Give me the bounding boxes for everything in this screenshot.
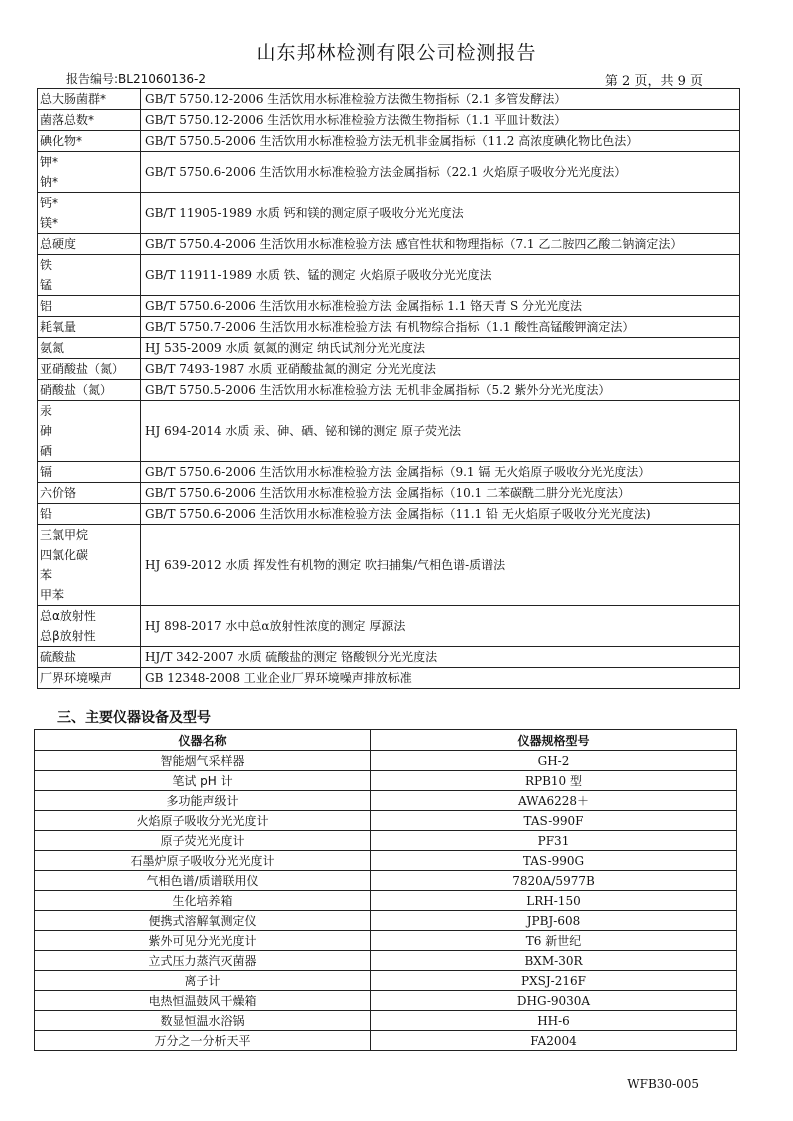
equipment-row [35,771,737,791]
equipment-name-header: 仪器名称 [35,730,371,751]
equipment-row [35,1011,737,1031]
method-row [38,131,740,152]
test-item-cell [38,338,141,359]
method-cell: GB/T 5750.6-2006 生活饮用水标准检验方法 金属指标（10.1 二苯碳酰二肼分光光度法） [141,483,740,504]
method-cell: GB/T 5750.12-2006 生活饮用水标准检验方法微生物指标（1.1 平皿计数法） [141,110,740,131]
equipment-name: 万分之一分析天平 [35,1031,371,1051]
equipment-name: 数显恒温水浴锅 [35,1011,371,1031]
test-item-label: 碘化物* [40,134,83,148]
method-row [38,234,740,255]
test-item-label: 氨氮 [40,341,65,355]
test-item-label: 锰 [40,278,53,292]
method-row [38,647,740,668]
test-item-label: 总α放射性 [40,609,96,623]
equipment-header-row [35,730,737,751]
test-item-label: 六价铬 [40,486,77,500]
equipment-row [35,891,737,911]
equipment-name: 生化培养箱 [35,891,371,911]
test-item-label: 硝酸盐（氮） [40,383,113,397]
test-item-cell [38,606,141,647]
method-row [38,462,740,483]
method-cell: GB/T 5750.12-2006 生活饮用水标准检验方法微生物指标（2.1 多管发酵法） [141,89,740,110]
equipment-row [35,1031,737,1051]
test-item-label: 总大肠菌群* [40,92,107,106]
equipment-row [35,751,737,771]
method-cell: HJ 535-2009 水质 氨氮的测定 纳氏试剂分光光度法 [141,338,740,359]
method-row [38,606,740,647]
form-code: WFB30-005 [627,1077,699,1091]
test-item-label: 镁* [40,216,59,230]
equipment-name: 多功能声级计 [35,791,371,811]
equipment-model: HH-6 [371,1011,737,1031]
equipment-row [35,911,737,931]
report-title: 山东邦林检测有限公司检测报告 [256,42,537,64]
equipment-model-header: 仪器规格型号 [371,730,737,751]
method-row [38,483,740,504]
equipment-model: DHG-9030A [371,991,737,1011]
equipment-name: 便携式溶解氧测定仪 [35,911,371,931]
test-item-label: 总β放射性 [40,629,96,643]
test-item-label: 总硬度 [40,237,77,251]
test-item-label: 钠* [40,175,59,189]
test-item-label: 三氯甲烷 [40,528,89,542]
test-item-cell [38,152,141,193]
test-item-cell [38,401,141,462]
test-item-label: 铁 [40,258,53,272]
method-row [38,193,740,234]
test-item-cell [38,89,141,110]
equipment-model: RPB10 型 [371,771,737,791]
equipment-name: 电热恒温鼓风干燥箱 [35,991,371,1011]
method-cell: GB 12348-2008 工业企业厂界环境噪声排放标准 [141,668,740,689]
equipment-name: 笔试 pH 计 [35,771,371,791]
equipment-name: 火焰原子吸收分光光度计 [35,811,371,831]
method-row [38,525,740,606]
equipment-model: LRH-150 [371,891,737,911]
test-item-label: 钙* [40,196,59,210]
equipment-name: 石墨炉原子吸收分光光度计 [35,851,371,871]
method-cell: HJ 694-2014 水质 汞、砷、硒、铋和锑的测定 原子荧光法 [141,401,740,462]
method-row [38,359,740,380]
method-cell: GB/T 11905-1989 水质 钙和镁的测定原子吸收分光光度法 [141,193,740,234]
test-item-label: 苯 [40,568,53,582]
equipment-row [35,851,737,871]
equipment-model: 7820A/5977B [371,871,737,891]
method-row [38,255,740,296]
test-item-label: 厂界环境噪声 [40,671,113,685]
test-item-label: 亚硝酸盐（氮） [40,362,125,376]
method-row [38,152,740,193]
test-item-cell [38,504,141,525]
test-item-label: 镉 [40,465,53,479]
equipment-row [35,871,737,891]
equipment-name: 立式压力蒸汽灭菌器 [35,951,371,971]
test-item-cell [38,296,141,317]
equipment-row [35,791,737,811]
test-item-cell [38,234,141,255]
test-item-cell [38,380,141,401]
test-item-label: 硫酸盐 [40,650,77,664]
method-row [38,380,740,401]
equipment-name: 气相色谱/质谱联用仪 [35,871,371,891]
method-cell: HJ 639-2012 水质 挥发性有机物的测定 吹扫捕集/气相色谱-质谱法 [141,525,740,606]
equipment-model: TAS-990G [371,851,737,871]
test-item-label: 硒 [40,444,53,458]
method-row [38,401,740,462]
method-cell: GB/T 5750.5-2006 生活饮用水标准检验方法 无机非金属指标（5.2 紫外分光光度法） [141,380,740,401]
method-row [38,89,740,110]
equipment-name: 紫外可见分光光度计 [35,931,371,951]
test-item-cell [38,193,141,234]
equipment-name: 原子荧光光度计 [35,831,371,851]
method-row [38,110,740,131]
test-item-label: 菌落总数* [40,113,95,127]
method-cell: GB/T 5750.4-2006 生活饮用水标准检验方法 感官性状和物理指标（7.1 乙二胺四乙酸二钠滴定法） [141,234,740,255]
equipment-model: FA2004 [371,1031,737,1051]
method-cell: GB/T 5750.6-2006 生活饮用水标准检验方法 金属指标 1.1 铬天青 S 分光光度法 [141,296,740,317]
method-cell: GB/T 5750.7-2006 生活饮用水标准检验方法 有机物综合指标（1.1 酸性高锰酸钾滴定法） [141,317,740,338]
equipment-model: PF31 [371,831,737,851]
test-item-label: 汞 [40,404,53,418]
test-item-label: 砷 [40,424,53,438]
equipment-name: 智能烟气采样器 [35,751,371,771]
equipment-model: TAS-990F [371,811,737,831]
method-row [38,338,740,359]
method-row [38,317,740,338]
equipment-model: PXSJ-216F [371,971,737,991]
test-methods-table [37,88,740,689]
test-item-cell [38,647,141,668]
test-item-label: 甲苯 [40,588,65,602]
test-item-cell [38,525,141,606]
method-cell: GB/T 7493-1987 水质 亚硝酸盐氮的测定 分光光度法 [141,359,740,380]
test-item-cell [38,317,141,338]
test-item-label: 铝 [40,299,53,313]
test-item-label: 铅 [40,507,53,521]
method-cell: GB/T 11911-1989 水质 铁、锰的测定 火焰原子吸收分光光度法 [141,255,740,296]
test-item-cell [38,483,141,504]
equipment-row [35,811,737,831]
equipment-row [35,931,737,951]
equipment-model: AWA6228＋ [371,791,737,811]
equipment-table [34,729,737,1051]
test-item-cell [38,359,141,380]
equipment-model: BXM-30R [371,951,737,971]
page-indicator: 第 2 页，共 9 页 [604,74,703,89]
test-item-label: 四氯化碳 [40,548,89,562]
report-number: 报告编号:BL21060136-2 [66,72,207,86]
method-row [38,296,740,317]
equipment-row [35,951,737,971]
method-cell: GB/T 5750.6-2006 生活饮用水标准检验方法金属指标（22.1 火焰原子吸收分光光度法） [141,152,740,193]
equipment-row [35,991,737,1011]
test-item-cell [38,668,141,689]
equipment-row [35,831,737,851]
method-cell: HJ/T 342-2007 水质 硫酸盐的测定 铬酸钡分光光度法 [141,647,740,668]
method-cell: GB/T 5750.6-2006 生活饮用水标准检验方法 金属指标（11.1 铅 无火焰原子吸收分光光度法) [141,504,740,525]
section-title-equipment: 三、主要仪器设备及型号 [57,710,211,726]
equipment-model: JPBJ-608 [371,911,737,931]
equipment-row [35,971,737,991]
test-item-cell [38,255,141,296]
equipment-model: GH-2 [371,751,737,771]
test-item-label: 钾* [40,155,59,169]
test-item-cell [38,131,141,152]
test-item-cell [38,110,141,131]
method-cell: GB/T 5750.5-2006 生活饮用水标准检验方法无机非金属指标（11.2 高浓度碘化物比色法） [141,131,740,152]
equipment-name: 离子计 [35,971,371,991]
method-row [38,668,740,689]
equipment-model: T6 新世纪 [371,931,737,951]
method-row [38,504,740,525]
method-cell: HJ 898-2017 水中总α放射性浓度的测定 厚源法 [141,606,740,647]
test-item-label: 耗氧量 [40,320,77,334]
test-item-cell [38,462,141,483]
method-cell: GB/T 5750.6-2006 生活饮用水标准检验方法 金属指标（9.1 镉 无火焰原子吸收分光光度法） [141,462,740,483]
